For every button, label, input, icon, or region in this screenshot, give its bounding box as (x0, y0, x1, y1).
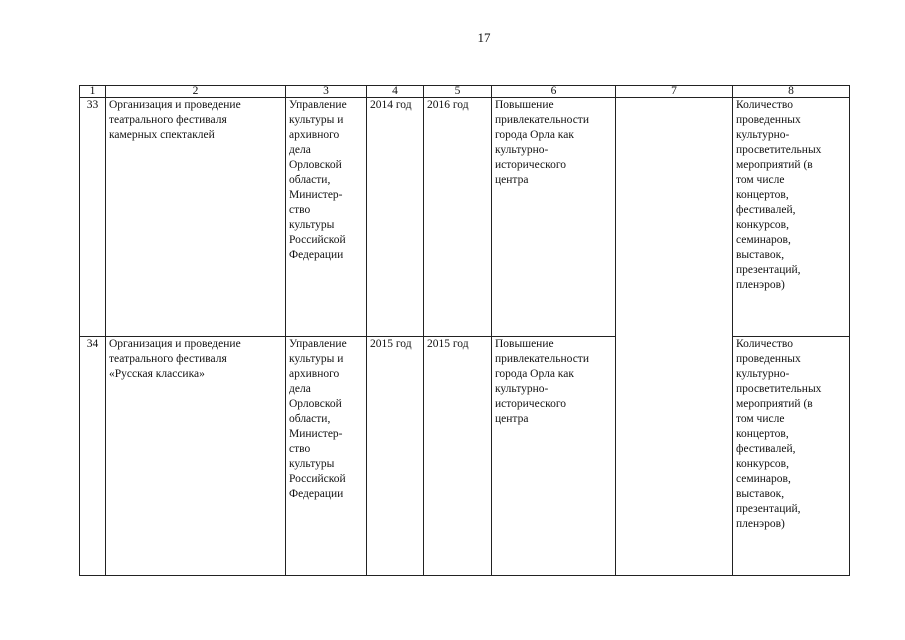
cell-line: том числе (736, 413, 785, 425)
cell-line: Российской (289, 473, 346, 485)
cell-line: Орловской (289, 159, 342, 171)
cell-line: ство (289, 204, 311, 216)
cell-line: Организация и проведение (109, 99, 241, 111)
executor (286, 98, 367, 337)
cell-line: пленэров) (736, 279, 785, 291)
cell-line: презентаций, (736, 264, 801, 276)
column-header: 5 (424, 86, 492, 98)
cell-line: Управление (289, 338, 347, 350)
expected-result (492, 337, 616, 576)
event-name (106, 98, 286, 337)
cell-line: центра (495, 413, 529, 425)
cell-line: конкурсов, (736, 458, 789, 470)
column-header: 6 (492, 86, 616, 98)
cell-line: проведенных (736, 353, 801, 365)
cell-line: театрального фестиваля (109, 114, 227, 126)
cell-line: семинаров, (736, 473, 791, 485)
cell-line: ство (289, 443, 311, 455)
cell-line: Министер- (289, 428, 343, 440)
cell-line: Количество (736, 99, 793, 111)
column-header: 4 (367, 86, 424, 98)
cell-line: том числе (736, 174, 785, 186)
cell-line: дела (289, 383, 311, 395)
cell-line: Министер- (289, 189, 343, 201)
column-header: 7 (616, 86, 733, 98)
cell-line: фестивалей, (736, 443, 796, 455)
cell-line: города Орла как (495, 368, 574, 380)
cell-line: выставок, (736, 488, 785, 500)
event-name (106, 337, 286, 576)
cell-line: культуры (289, 219, 335, 231)
cell-line: привлекательности (495, 353, 589, 365)
column-header: 3 (286, 86, 367, 98)
cell-line: концертов, (736, 189, 789, 201)
cell-line: культуры (289, 458, 335, 470)
cell-line: Управление (289, 99, 347, 111)
cell-line: культуры и (289, 114, 344, 126)
cell-line: фестивалей, (736, 204, 796, 216)
cell-line: города Орла как (495, 129, 574, 141)
start-year: 2014 год (367, 98, 424, 337)
cell-line: выставок, (736, 249, 785, 261)
cell-line: культурно- (495, 383, 549, 395)
end-year: 2015 год (424, 337, 492, 576)
cell-line: культуры и (289, 353, 344, 365)
cell-line: Орловской (289, 398, 342, 410)
page-number: 17 (477, 30, 491, 45)
cell-line: архивного (289, 129, 340, 141)
start-year: 2015 год (367, 337, 424, 576)
cell-line: культурно- (736, 129, 790, 141)
cell-line: культурно- (736, 368, 790, 380)
cell-line: привлекательности (495, 114, 589, 126)
cell-line: презентаций, (736, 503, 801, 515)
cell-line: области, (289, 413, 331, 425)
expected-result (492, 98, 616, 337)
cell-line: Федерации (289, 488, 344, 500)
header-row (80, 86, 850, 98)
cell-line: мероприятий (в (736, 398, 813, 410)
cell-line: дела (289, 144, 311, 156)
cell-line: Российской (289, 234, 346, 246)
cell-line: исторического (495, 159, 566, 171)
cell-line: просветительных (736, 383, 822, 395)
cell-line: архивного (289, 368, 340, 380)
cell-line: «Русская классика» (109, 368, 205, 380)
indicator (733, 98, 850, 337)
cell-line: семинаров, (736, 234, 791, 246)
cell-line: концертов, (736, 428, 789, 440)
table-row (80, 337, 850, 576)
cell-line: театрального фестиваля (109, 353, 227, 365)
row-number: 33 (80, 98, 106, 337)
cell-line: проведенных (736, 114, 801, 126)
cell-line: Повышение (495, 99, 554, 111)
cell-line: пленэров) (736, 518, 785, 530)
end-year: 2016 год (424, 98, 492, 337)
cell-line: области, (289, 174, 331, 186)
column-header: 8 (733, 86, 850, 98)
indicator (733, 337, 850, 576)
document-table (79, 85, 850, 576)
table-row (80, 98, 850, 337)
cell-line: просветительных (736, 144, 822, 156)
cell-line: центра (495, 174, 529, 186)
row-number: 34 (80, 337, 106, 576)
cell-line: Федерации (289, 249, 344, 261)
column-header: 1 (80, 86, 106, 98)
cell-line: камерных спектаклей (109, 129, 215, 141)
cell-line: мероприятий (в (736, 159, 813, 171)
cell-line: Повышение (495, 338, 554, 350)
cell-line: конкурсов, (736, 219, 789, 231)
cell-line: Количество (736, 338, 793, 350)
column-7-cell (616, 98, 733, 576)
cell-line: Организация и проведение (109, 338, 241, 350)
cell-line: исторического (495, 398, 566, 410)
executor (286, 337, 367, 576)
cell-line: культурно- (495, 144, 549, 156)
column-header: 2 (106, 86, 286, 98)
